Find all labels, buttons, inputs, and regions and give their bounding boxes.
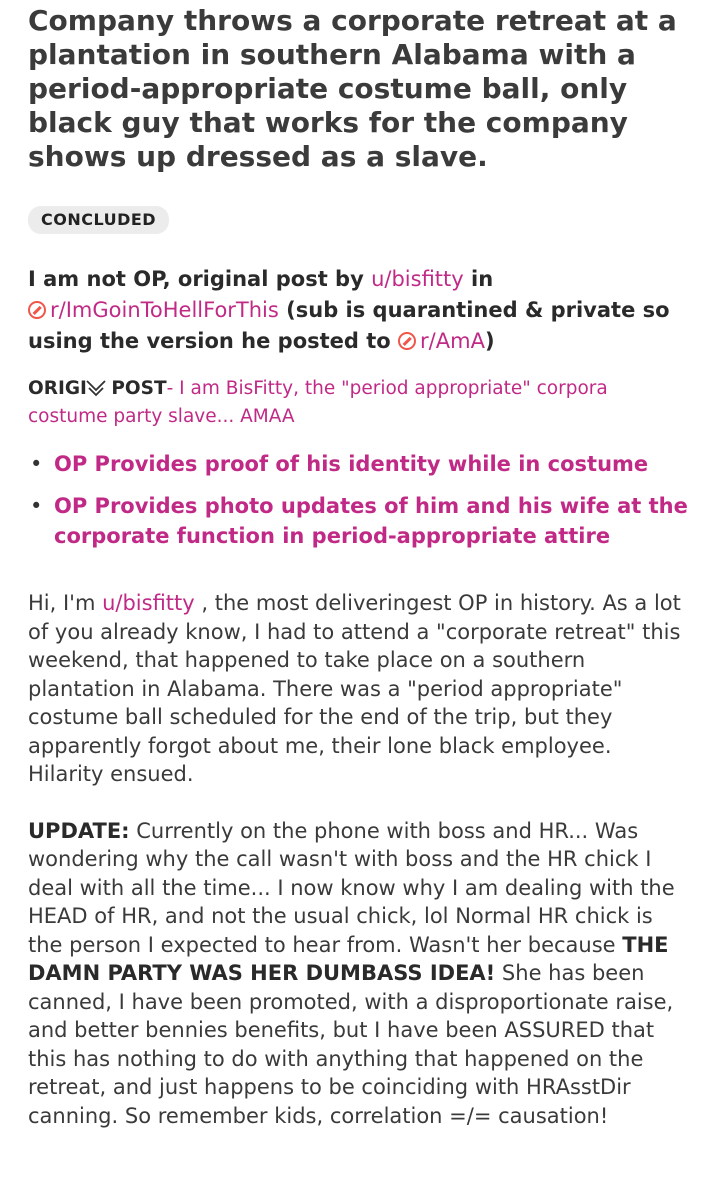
- dash: -: [166, 378, 180, 399]
- credit-text: in: [463, 267, 494, 291]
- credit-text: ): [484, 329, 495, 353]
- body-text: She has been canned, I have been promoted, with a disproportionate raise, and better bennies benefits, but I have been ASSURED that this has nothing to do with anything that happened on the retreat, and just happens to be coinciding with HRAsstDir canning. So remember kids, correlation =/= causation!: [28, 961, 674, 1128]
- update-links: [28, 449, 690, 551]
- body-text: Currently on the phone with boss and HR... Was wondering why the call wasn't with boss and the HR chick I deal with all the time... I now know why I am dealing with the HEAD of HR, and not the usual chick, lol Normal HR chick is the person I expected to hear from. Wasn't her because: [28, 818, 675, 957]
- credit-line: [28, 264, 690, 357]
- update-label: UPDATE:: [28, 818, 130, 843]
- link-part: costume party slave... AMAA: [28, 406, 295, 427]
- chevron-down-icon[interactable]: [83, 378, 109, 400]
- user-link[interactable]: u/bisfitty: [371, 267, 464, 291]
- post-title: Company throws a corporate retreat at a plantation in southern Alabama with a period-appropriate costume ball, only black guy that works for the company shows up dressed as a slave.: [28, 4, 677, 173]
- label-part: POST: [104, 378, 167, 399]
- body-paragraph-1: [28, 589, 690, 789]
- body-paragraph-2: [28, 817, 690, 1131]
- update-link-identity[interactable]: • OP Provides proof of his identity while in costume: [28, 449, 690, 479]
- credit-text: (sub is quarantined & private so using the version he posted to: [28, 298, 670, 353]
- status-flair[interactable]: CONCLUDED: [28, 206, 169, 234]
- quarantine-icon: [398, 332, 416, 350]
- emphasis-text: THE DAMN PARTY WAS HER DUMBASS IDEA!: [28, 932, 669, 985]
- original-post-label: [28, 378, 167, 399]
- quarantine-icon: [28, 301, 46, 319]
- subreddit-link-ama[interactable]: r/AmA: [420, 329, 485, 353]
- credit-text: I am not OP, original post by: [28, 267, 372, 291]
- update-link-photos[interactable]: • OP Provides photo updates of him and his wife at the corporate function in period-appropriate attire: [28, 491, 690, 551]
- original-post-line: [28, 375, 690, 431]
- user-link[interactable]: u/bisfitty: [102, 591, 195, 615]
- body-text: Hi, I'm: [28, 591, 103, 615]
- subreddit-link-imgointohell[interactable]: r/ImGoinToHellForThis: [50, 298, 279, 322]
- body-text: , the most deliveringest OP in history. As a lot of you already know, I had to attend a "corporate retreat" this weekend, that happened to take place on a southern plantation in Alabama. There was a "period appropriate" costume ball scheduled for the end of the trip, but they apparently forgot about me, their lone black employee. Hilarity ensued.: [28, 591, 681, 786]
- link-part: I am BisFitty, the "period appropriate" corpora: [179, 378, 608, 399]
- label-part: ORIGI: [28, 378, 87, 399]
